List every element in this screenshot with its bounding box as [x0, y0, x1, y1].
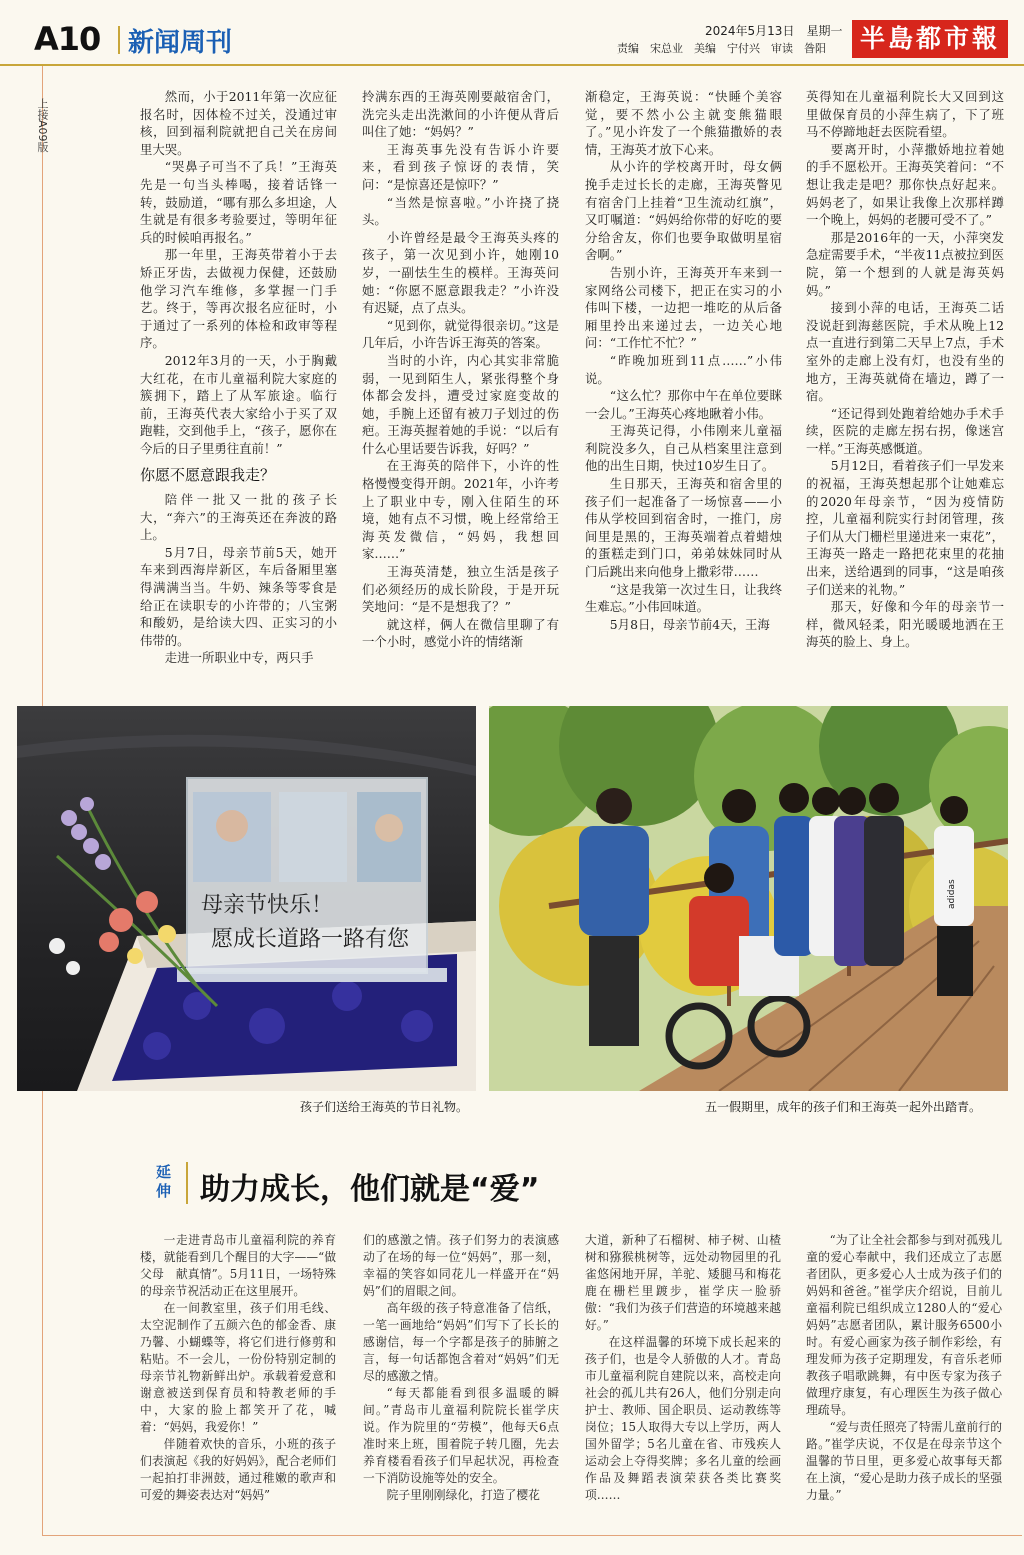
paragraph: “当然是惊喜啦。”小许挠了挠头。: [362, 194, 559, 228]
paragraph: 那天，好像和今年的母亲节一样，微风轻柔，阳光暖暖地洒在王海英的脸上、身上。: [806, 599, 1004, 650]
card-text-line-1: 母亲节快乐！: [201, 893, 334, 918]
paragraph: 英得知在儿童福利院长大又回到这里做保育员的小萍生病了，下了班马不停蹄地赶去医院看望。: [806, 89, 1004, 140]
paragraph: 伴随着欢快的音乐，小班的孩子们表演起《我的好妈妈》，配合老师们一起拍打非洲鼓，通过稚嫩的歌声和可爱的舞姿表达对“妈妈”: [140, 1437, 336, 1502]
paragraph: 王海英事先没有告诉小许要来，看到孩子惊讶的表情，笑问：“是惊喜还是惊吓？”: [362, 141, 559, 192]
paragraph: 5月12日，看着孩子们一早发来的祝福，王海英想起那个让她难忘的2020年母亲节，“因为疫情防控，儿童福利院实行封闭管理，孩子们从大门栅栏里递进来一束花”，王海英一路走一路把花束里的花抽出来，送给遇到的同事，“这是咱孩子们送来的礼物。”: [806, 458, 1004, 597]
article-subheading: 你愿不愿意跟我走？: [140, 466, 276, 485]
outing-photo: [489, 706, 1008, 1091]
paragraph: 走进一所职业中专，两只手: [164, 650, 314, 666]
shirt-text: adidas: [947, 879, 957, 909]
paragraph: 5月7日，母亲节前5天，她开车来到西海岸新区，车后备厢里塞得满满当当。牛奶、辣条等零食是给正在读职专的小许带的；八宝粥和酸奶，是给读大四、正实习的小伟带的。: [140, 544, 337, 648]
paragraph: 高年级的孩子特意准备了信纸，一笔一画地给“妈妈”们写下了长长的感谢信，每一个字都是孩子的肺腑之言，每一句话都饱含着对“妈妈”们无尽的感激之情。: [363, 1301, 559, 1383]
editor-credits: 责编 宋总业 美编 宁付兴 审读 昝阳: [617, 42, 826, 55]
paragraph: 在一间教室里，孩子们用毛线、太空泥制作了五颜六色的郁金香、康乃馨、小蝴蝶等，将它们进行修剪和粘贴。不一会儿，一份份特别定制的母亲节礼物新鲜出炉。承载着爱意和谢意被送到保育员和特教老师的手中，大家的脸上都笑开了花，喊着：“妈妈，我爱你！”: [140, 1301, 336, 1434]
paragraph: “为了让全社会都参与到对孤残儿童的爱心奉献中，我们还成立了志愿者团队，更多爱心人士成为孩子们的妈妈和爸爸。”崔学庆介绍说，目前儿童福利院已组织成立1280人的“爱心妈妈”志愿者团队，累计服务6500小时。有爱心画家为孩子制作彩绘，有理发师为孩子定期理发，有音乐老师教孩子唱歌跳舞，有中医专家为孩子做理疗康复，有心理医生为孩子做心理疏导。: [806, 1233, 1002, 1417]
gift-photo: [17, 706, 476, 1091]
section-title: 新闻周刊: [128, 28, 233, 58]
extension-divider: [186, 1162, 188, 1204]
article-column-2: [362, 88, 559, 651]
extension-title: 助力成长，他们就是“爱”: [200, 1172, 540, 1207]
paragraph: 那是2016年的一天，小萍突发急症需要手术，“半夜11点被拉到医院，第一个想到的人就是海英妈妈。”: [806, 229, 1004, 298]
left-photo-caption: 孩子们送给王海英的节日礼物。: [300, 1100, 469, 1114]
extension-column-1: [140, 1232, 336, 1504]
paragraph: “爱与责任照亮了特需儿童前行的路。”崔学庆说，不仅是在母亲节这个温馨的节日里，更多爱心故事每天都在上演，“爱心是助力孩子成长的坚强力量。”: [806, 1420, 1002, 1502]
paragraph: 要离开时，小萍撒娇地拉着她的手不愿松开。王海英笑着问：“不想让我走是吧？那你快点好起来。妈妈老了，如果让我像上次那样蹲一个晚上，妈妈的老腰可受不了。”: [806, 141, 1004, 228]
paragraph: 接到小萍的电话，王海英二话没说赶到海慈医院，手术从晚上12点一直进行到第二天早上7点，手术室外的走廊上没有灯，也没有坐的地方，王海英就倚在墙边，蹲了一宿。: [806, 300, 1004, 404]
bottom-rule: [42, 1535, 1022, 1536]
paragraph: 一走进青岛市儿童福利院的养育楼，就能看到几个醒目的大字——“做父母 献真情”。5月11日，一场特殊的母亲节祝活动正在这里展开。: [140, 1233, 336, 1298]
paragraph: 那一年里，王海英带着小于去矫正牙齿，去做视力保健，还鼓励他学习汽车维修，多掌握一门手艺。终于，等再次报名应征时，小于通过了一系列的体检和政审等程序。: [140, 247, 337, 351]
paragraph: 当时的小许，内心其实非常脆弱，一见到陌生人，紧张得整个身体都会发抖，遭受过家庭变故的她，手腕上还留有被刀子划过的伤疤。王海英握着她的手说：“以后有什么心里话要告诉我，好吗？”: [362, 352, 559, 456]
extension-column-3: [585, 1232, 781, 1504]
paragraph: 就这样，俩人在微信里聊了有一个小时，感觉小许的情绪渐: [362, 616, 559, 650]
paragraph: 小许曾经是最令王海英头疼的孩子，第一次见到小许，她刚10岁，一副怯生生的模样。王海英问她：“你愿不愿意跟我走？”小许没有迟疑，点了点头。: [362, 229, 559, 316]
paragraph: 从小许的学校离开时，母女俩挽手走过长长的走廊，王海英瞥见有宿舍门上挂着“卫生流动红旗”，又叮嘱道：“妈妈给你带的好吃的要分给舍友，你们也要争取做明星宿舍啊。”: [585, 159, 782, 263]
paragraph: “还记得到处跑着给她办手术手续，医院的走廊左拐右拐，像迷宫一样。”王海英感慨道。: [806, 405, 1004, 456]
paragraph: 渐稳定，王海英说：“快睡个美容觉，要不然小公主就变熊猫眼了。”见小许发了一个熊猫撒娇的表情，王海英才放下心来。: [585, 89, 782, 157]
paragraph: 拎满东西的王海英刚要敲宿舍门，洗完头走出洗漱间的小许便从背后叫住了她：“妈妈？”: [362, 89, 559, 140]
paragraph: “这么忙？那你中午在单位要眯一会儿。”王海英心疼地瞅着小伟。: [585, 388, 782, 421]
paragraph: 陪伴一批又一批的孩子长大，“奔六”的王海英还在奔波的路上。: [140, 492, 337, 543]
paragraph: 在这样温馨的环境下成长起来的孩子们，也是令人骄傲的人才。青岛市儿童福利院自建院以来，高校走向社会的孤儿共有26人，他们分别走向护士、教师、国企职员、运动教练等岗位；15人取得大专以上学历，两人国外留学；5名儿童在省、市残疾人运动会上夺得奖牌；多名儿童的绘画作品及舞蹈表演荣获各类比赛奖项……: [585, 1335, 781, 1502]
header-rule: [0, 64, 1024, 66]
card-text-line-2: 愿成长道路一路有您: [211, 927, 410, 952]
paragraph: 大道，新种了石榴树、柿子树、山楂树和猕猴桃树等，远处动物园里的孔雀悠闲地开屏，羊驼、矮腿马和梅花鹿在栅栏里踱步，崔学庆一脸骄傲：“我们为孩子们营造的环境越来越好。”: [585, 1233, 781, 1332]
article-column-1: [140, 88, 337, 667]
extension-column-4: [806, 1232, 1002, 1504]
paragraph: 在王海英的陪伴下，小许的性格慢慢变得开朗。2021年，小许考上了职业中专，刚入住陌生的环境，她有点不习惯，晚上经常给王海英发微信，“妈妈，我想回家……”: [362, 458, 559, 562]
paragraph: 5月8日，母亲节前4天，王海: [609, 616, 770, 632]
paragraph: 生日那天，王海英和宿舍里的孩子们一起准备了一场惊喜——小伟从学校回到宿舍时，一推门，房间里是黑的，王海英端着点着蜡烛的蛋糕走到门口，弟弟妹妹同时从门后跳出来向他身上撒彩带……: [585, 476, 782, 580]
paragraph: “哭鼻子可当不了兵！”王海英先是一句当头棒喝，接着话锋一转，鼓励道，“哪有那么多坦途，人生就是有很多考验要过，等明年征兵的时候咱再报名。”: [140, 159, 337, 245]
paragraph: 告别小许，王海英开车来到一家网络公司楼下，把正在实习的小伟叫下楼，一边把一堆吃的从后备厢里拎出来递过去，一边关心地问：“工作忙不忙？”: [585, 264, 782, 351]
paragraph: “每天都能看到很多温暖的瞬间。”青岛市儿童福利院院长崔学庆说。作为院里的“劳模”，他每天6点准时来上班，围着院子转几圈，先去养育楼看看孩子们早起状况，再检查一下消防设施等处的安全。: [363, 1386, 559, 1485]
page-number: A10: [34, 20, 101, 58]
paragraph: 王海英记得，小伟刚来儿童福利院没多久，自己从档案里注意到他的出生日期，快过10岁生日了。: [585, 423, 782, 474]
continued-from-label: 上接A09版: [36, 98, 49, 153]
article-column-4: [806, 88, 1004, 651]
gift-illustration: [17, 706, 476, 1091]
paragraph: 然而，小于2011年第一次应征报名时，因体检不过关，没通过审核，回到福利院就把自己关在房间里大哭。: [140, 89, 337, 157]
extension-column-2: [363, 1232, 559, 1504]
paragraph: “昨晚加班到11点……”小伟说。: [585, 352, 782, 386]
paragraph: 2012年3月的一天，小于胸戴大红花，在市儿童福利院大家庭的簇拥下，踏上了从军旅途。临行前，王海英代表大家给小于买了双跑鞋，交到他手上，“孩子，愿你在今后的日子里勇往直前！”: [140, 352, 337, 456]
paragraph: 院子里刚刚绿化，打造了樱花: [386, 1488, 540, 1502]
article-column-3: [585, 88, 782, 633]
header-divider: [118, 26, 120, 54]
paragraph: 王海英清楚，独立生活是孩子们必须经历的成长阶段，于是开玩笑地问：“是不是想我了？”: [362, 564, 559, 615]
paragraph: “见到你，就觉得很亲切。”这是几年后，小许告诉王海英的答案。: [362, 317, 559, 351]
outing-illustration: [489, 706, 1008, 1091]
paragraph: 们的感激之情。孩子们努力的表演感动了在场的每一位“妈妈”，那一刻，幸福的笑容如同花儿一样盛开在“妈妈”们的眉眼之间。: [363, 1233, 559, 1298]
issue-date: 2024年5月13日 星期一: [705, 24, 843, 38]
right-photo-caption: 五一假期里，成年的孩子们和王海英一起外出踏青。: [705, 1100, 982, 1114]
newspaper-logo: 半島都市報: [852, 20, 1008, 58]
extension-tag: 延伸: [156, 1163, 172, 1200]
paragraph: “这是我第一次过生日，让我终生难忘。”小伟回味道。: [585, 581, 782, 615]
